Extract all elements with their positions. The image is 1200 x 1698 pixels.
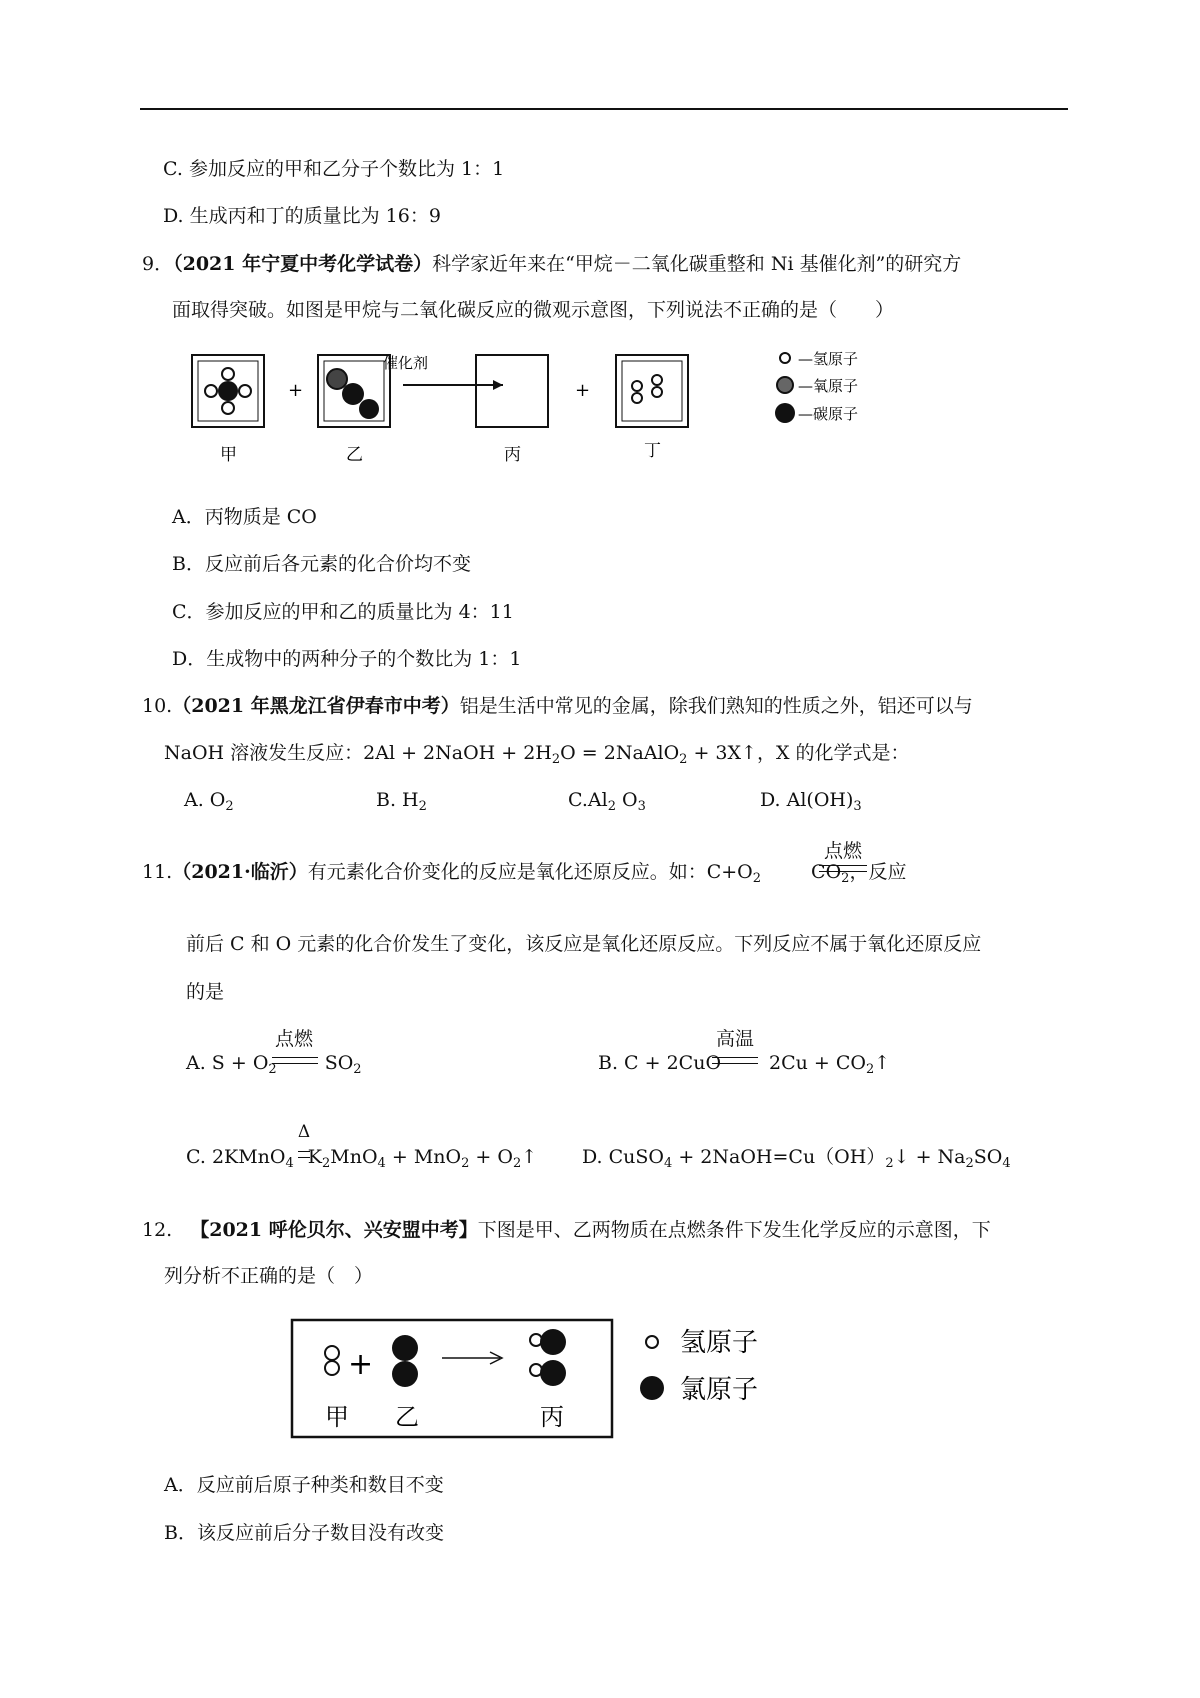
q12-number: 12. [142, 1219, 173, 1241]
q9-legend-o: —氧原子 [798, 377, 859, 395]
q11-opt-d-text3: ↓ + Na [893, 1146, 966, 1168]
q12-line1 [142, 1218, 991, 1242]
q9-option-c: C．参加反应的甲和乙的质量比为 4：11 [172, 601, 514, 623]
q11-text1c: ，反应 [849, 861, 907, 883]
carbon-atom-icon [775, 403, 795, 423]
prev-option-c: C. 参加反应的甲和乙分子个数比为 1：1 [163, 158, 505, 180]
q11-opt-a-equals [272, 1057, 318, 1064]
q10-eq-part2: O = 2NaAlO [560, 742, 680, 764]
q9-co2-molecule [318, 355, 390, 427]
q9-arrow-head [493, 380, 503, 390]
q11-option-d [582, 1145, 1011, 1169]
q9-product-box-bing [476, 355, 548, 427]
q11-sub: 2 [461, 1156, 470, 1171]
q9-legend-c: —碳原子 [798, 405, 859, 423]
q11-line3: 的是 [186, 981, 225, 1003]
prev-option-d: D. 生成丙和丁的质量比为 16：9 [163, 205, 441, 227]
q10-opt-c-text: C.Al [568, 789, 608, 811]
q12-option-b: B．该反应前后分子数目没有改变 [164, 1522, 444, 1544]
q11-opt-b-cond: 高温 [715, 1028, 754, 1050]
q11-sub: 2 [885, 1156, 894, 1171]
q10-option-c [568, 788, 646, 812]
q10-sub: 2 [225, 799, 234, 814]
q9-label-bing: 丙 [504, 445, 521, 465]
q10-opt-b-text: B. H [376, 789, 419, 811]
q11-opt-b-equals [712, 1057, 758, 1064]
q11-opt-c-text: C. 2KMnO [186, 1146, 286, 1168]
q11-opt-b-text3: ↑ [874, 1052, 891, 1074]
q11-sub: 2 [321, 1156, 331, 1171]
q10-opt-c-text2: O [615, 789, 638, 811]
q11-opt-c-text3: MnO [330, 1146, 378, 1168]
q9-catalyst-label: 催化剂 [383, 354, 429, 372]
q11-ignite-cond: 点燃 [823, 840, 862, 862]
q11-opt-c-equals [298, 1151, 310, 1158]
q12-hcl-molecules [530, 1329, 566, 1386]
q11-sub: 2 [866, 1062, 875, 1077]
q11-opt-c-text2: K [307, 1146, 322, 1168]
q12-label-yi: 乙 [395, 1403, 419, 1431]
q9-legend-h: —氢原子 [798, 350, 859, 368]
q10-sub: 3 [853, 799, 862, 814]
q9-text1: 科学家近年来在“甲烷－二氧化碳重整和 Ni 基催化剂”的研究方 [432, 253, 962, 275]
q11-sub: 2 [841, 871, 850, 886]
q10-option-d [760, 788, 862, 812]
q11-opt-d-text4: SO [973, 1146, 1003, 1168]
hydrogen-atom-icon [646, 1336, 658, 1348]
q10-eq-part1: NaOH 溶液发生反应：2Al + 2NaOH + 2H [164, 742, 552, 764]
q9-methane-molecule [192, 355, 264, 427]
q9-label-ding: 丁 [644, 441, 661, 461]
q12-legend-h: 氢原子 [680, 1328, 759, 1358]
q11-sub: 4 [664, 1156, 673, 1171]
q11-source: （2021·临沂） [172, 861, 308, 883]
q12-plus: + [348, 1347, 374, 1382]
q9-source: （2021 年宁夏中考化学试卷） [173, 253, 433, 275]
q11-sub: 4 [285, 1156, 294, 1171]
q11-option-c [186, 1145, 537, 1169]
q10-sub: 3 [637, 799, 646, 814]
q12-text1: 下图是甲、乙两物质在点燃条件下发生化学反应的示意图，下 [477, 1219, 991, 1241]
q9-option-b: B．反应前后各元素的化合价均不变 [172, 553, 471, 575]
hydrogen-atom-icon [780, 353, 790, 363]
q11-sub: 2 [353, 1062, 362, 1077]
q11-opt-a-cond: 点燃 [274, 1028, 313, 1050]
q12-legend-cl: 氯原子 [680, 1375, 759, 1405]
q11-opt-d-text: D. CuSO [582, 1146, 665, 1168]
q10-option-a [184, 788, 234, 812]
q11-opt-c-text5: + O [469, 1146, 513, 1168]
q10-option-b [376, 788, 427, 812]
header-rule [140, 108, 1068, 110]
q12-option-a: A．反应前后原子种类和数目不变 [164, 1474, 444, 1496]
q11-opt-b-text2: 2Cu + CO [769, 1052, 867, 1074]
q12-hydrogen-molecule [325, 1346, 339, 1375]
q11-line2: 前后 C 和 O 元素的化合价发生了变化，该反应是氧化还原反应。下列反应不属于氧化还原反应 [186, 933, 982, 955]
q10-line1 [142, 694, 973, 718]
q12-diagram [290, 1310, 790, 1440]
q11-text1b: CO [811, 861, 842, 883]
q11-sub: 2 [268, 1062, 277, 1077]
q10-eq-part3: + 3X↑，X 的化学式是： [687, 742, 910, 764]
q10-sub: 2 [679, 752, 688, 767]
q10-source: （2021 年黑龙江省伊春市中考） [172, 695, 460, 717]
chlorine-atom-icon [640, 1376, 664, 1400]
q10-number: 10. [142, 695, 173, 717]
q11-sub: 4 [1002, 1156, 1011, 1171]
q11-equals-sign [819, 865, 867, 872]
q10-sub: 2 [551, 752, 561, 767]
q10-opt-d-text: D. Al(OH) [760, 789, 854, 811]
q11-sub: 4 [377, 1156, 386, 1171]
q11-opt-b-text: B. C + 2CuO [598, 1052, 722, 1074]
q11-sub: 2 [512, 1156, 522, 1171]
q12-label-bing: 丙 [540, 1403, 564, 1431]
q11-opt-a-text2: SO [324, 1052, 354, 1074]
q12-label-jia: 甲 [325, 1403, 349, 1431]
q10-opt-a-text: A. O [184, 789, 226, 811]
q10-line2 [164, 741, 910, 765]
q11-opt-c-text6: ↑ [521, 1146, 538, 1168]
q9-number: 9． [142, 253, 174, 275]
q11-opt-c-cond: Δ [297, 1122, 311, 1142]
q11-opt-d-text2: + 2NaOH=Cu（OH） [672, 1146, 886, 1168]
q11-sub: 2 [965, 1156, 974, 1171]
q12-line2: 列分析不正确的是（ ） [164, 1265, 374, 1287]
q9-line2: 面取得突破。如图是甲烷与二氧化碳反应的微观示意图，下列说法不正确的是（ ） [172, 299, 895, 321]
q11-line1 [142, 860, 906, 884]
q9-plus-1: + [288, 380, 304, 401]
q10-sub: 2 [418, 799, 427, 814]
q10-sub: 2 [607, 799, 616, 814]
q9-option-d: D．生成物中的两种分子的个数比为 1：1 [172, 648, 522, 670]
q10-text1: 铝是生活中常见的金属，除我们熟知的性质之外，铝还可以与 [459, 695, 973, 717]
q9-label-jia: 甲 [220, 445, 237, 465]
q9-water-molecules [616, 355, 688, 427]
q9-plus-2: + [575, 380, 591, 401]
q11-opt-c-text4: + MnO [385, 1146, 462, 1168]
oxygen-atom-icon [777, 377, 793, 393]
q9-diagram [170, 340, 970, 470]
q12-chlorine-molecule [392, 1335, 418, 1387]
q9-option-a: A．丙物质是 CO [172, 506, 317, 528]
q11-sub: 2 [752, 871, 762, 886]
q11-opt-a-text: A. S + O [186, 1052, 269, 1074]
q12-source: 【2021 呼伦贝尔、兴安盟中考】 [190, 1219, 478, 1241]
q11-text1a: 有元素化合价变化的反应是氧化还原反应。如：C+O [307, 861, 753, 883]
q9-label-yi: 乙 [346, 445, 363, 465]
q11-number: 11. [142, 861, 173, 883]
q9-line1 [142, 252, 961, 276]
